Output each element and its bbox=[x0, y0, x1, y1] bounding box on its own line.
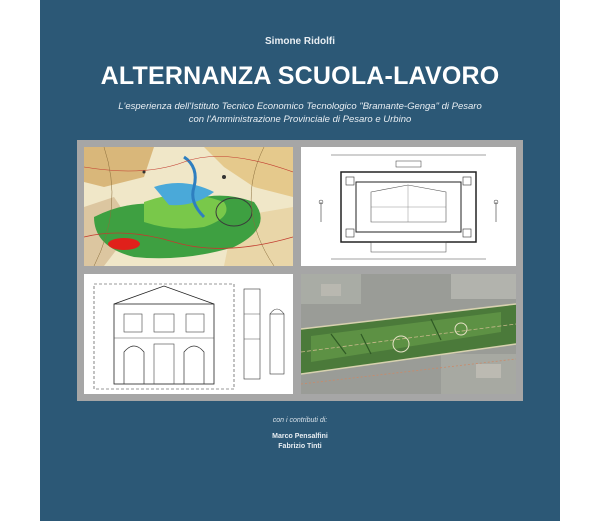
credits-intro: con i contributi di: bbox=[272, 417, 328, 424]
masterplan-image bbox=[301, 274, 516, 394]
book-cover bbox=[40, 0, 560, 521]
contributor-name: Fabrizio Tinti bbox=[278, 443, 322, 450]
book-subtitle bbox=[40, 100, 560, 126]
subtitle-line-2: con l'Amministrazione Provinciale di Pesaro e Urbino bbox=[188, 114, 412, 125]
floor-plan-image bbox=[301, 147, 516, 266]
image-grid bbox=[77, 140, 523, 401]
contributor-name: Marco Pensalfini bbox=[272, 433, 328, 440]
author-name: Simone Ridolfi bbox=[265, 36, 335, 47]
facade-elevation-image bbox=[84, 274, 293, 394]
subtitle-line-1: L'esperienza dell'Istituto Tecnico Economico Tecnologico "Bramante-Genga" di Pesaro bbox=[118, 101, 482, 112]
book-title: ALTERNANZA SCUOLA-LAVORO bbox=[100, 62, 500, 90]
topographic-map-image bbox=[84, 147, 293, 266]
